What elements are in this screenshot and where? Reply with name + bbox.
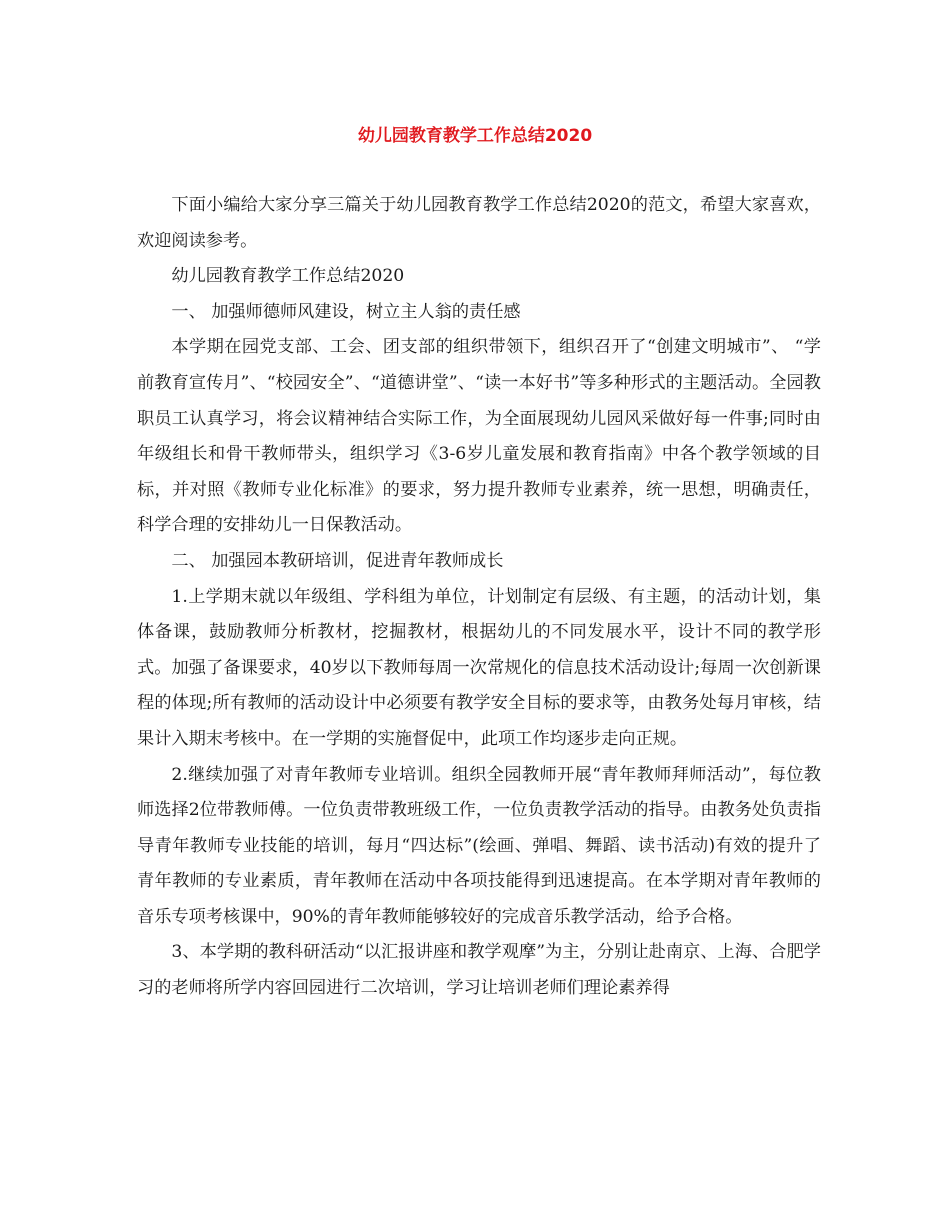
document-title: 幼儿园教育教学工作总结2020: [357, 126, 593, 146]
body-paragraph: 本学期在园党支部、工会、团支部的组织带领下，组织召开了“创建文明城市”、 “学前教育宣传月”、“校园安全”、“道德讲堂”、“读一本好书”等多种形式的主题活动。全园教职员工认真学习，将会议精神结合实际工作，为全面展现幼儿园风采做好每一件事;同时由年级组长和骨干教师带头，组织学习《3-6岁儿童发展和教育指南》中各个教学领域的目标，并对照《教师专业化标准》的要求，努力提升教师专业素养，统一思想，明确责任，科学合理的安排幼儿一日保教活动。: [137, 337, 821, 536]
body-paragraph: 3、本学期的教科研活动“以汇报讲座和教学观摩”为主，分别让赴南京、上海、合肥学习的老师将所学内容回园进行二次培训，学习让培训老师们理论素养得: [137, 942, 821, 999]
section-title: 幼儿园教育教学工作总结2020: [171, 266, 405, 287]
intro-paragraph: 下面小编给大家分享三篇关于幼儿园教育教学工作总结2020的范文，希望大家喜欢，欢迎阅读参考。: [137, 195, 821, 251]
document-body: [137, 188, 821, 1007]
body-paragraph: 2.继续加强了对青年教师专业培训。组织全园教师开展“青年教师拜师活动”，每位教师选择2位带教师傅。一位负责带教班级工作，一位负责教学活动的指导。由教务处负责指导青年教师专业技能的培训，每月“四达标”(绘画、弹唱、舞蹈、读书活动)有效的提升了青年教师的专业素质，青年教师在活动中各项技能得到迅速提高。在本学期对青年教师的音乐专项考核课中，90%的青年教师能够较好的完成音乐教学活动，给予合格。: [137, 764, 821, 927]
section-heading-2: 二、 加强园本教研培训，促进青年教师成长: [171, 550, 504, 571]
body-paragraph: 1.上学期末就以年级组、学科组为单位，计划制定有层级、有主题，的活动计划，集体备课，鼓励教师分析教材，挖掘教材，根据幼儿的不同发展水平，设计不同的教学形式。加强了备课要求，40岁以下教师每周一次常规化的信息技术活动设计;每周一次创新课程的体现;所有教师的活动设计中必须要有教学安全目标的要求等，由教务处每月审核，结果计入期末考核中。在一学期的实施督促中，此项工作均逐步走向正规。: [137, 586, 821, 749]
section-heading-1: 一、 加强师德师风建设，树立主人翁的责任感: [171, 301, 521, 322]
